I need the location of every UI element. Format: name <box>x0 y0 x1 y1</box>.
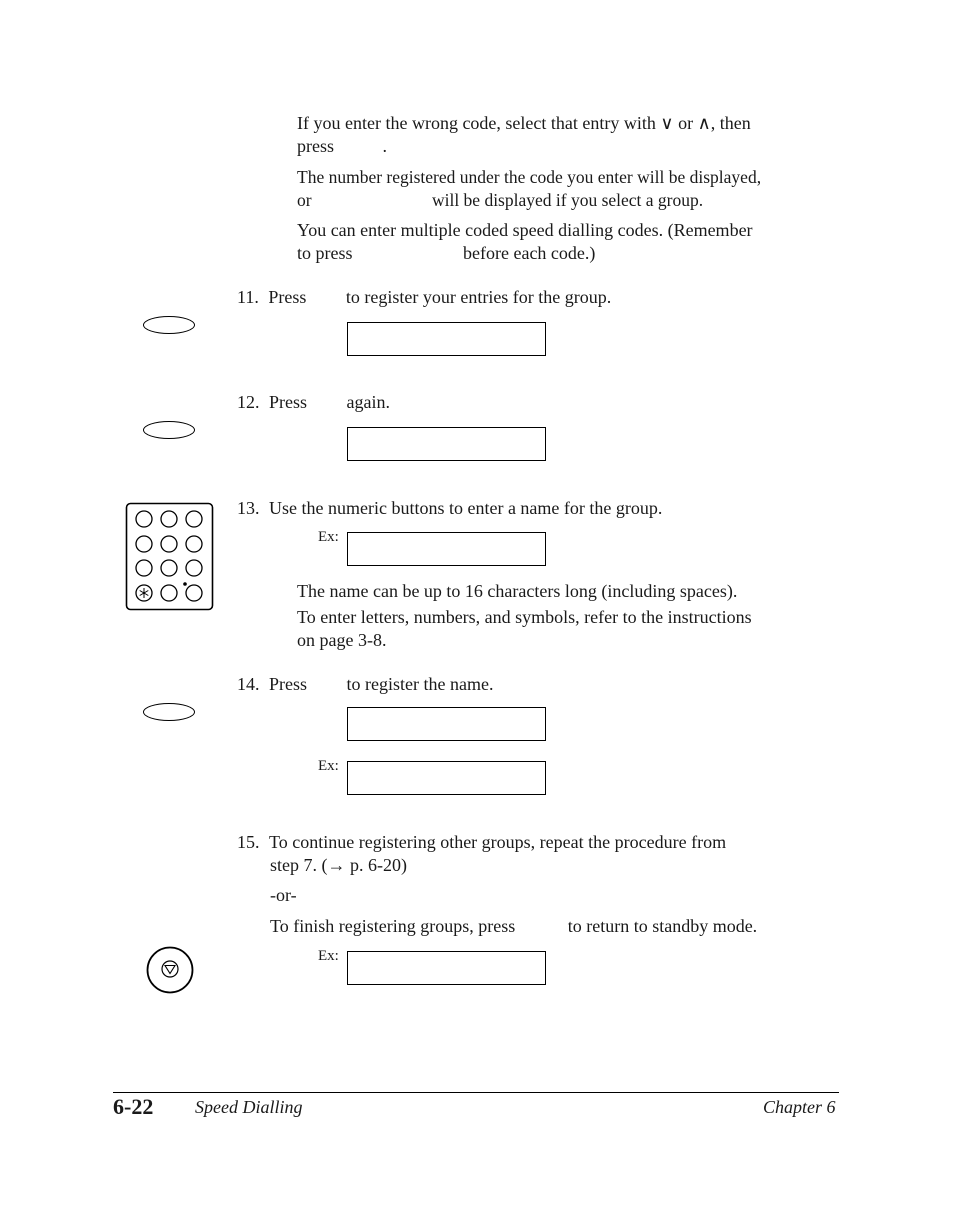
note-wrong-code-line1 <box>297 112 751 135</box>
note-text: or <box>297 190 312 210</box>
step-text: to register the name. <box>346 674 494 694</box>
step-13 <box>237 497 662 520</box>
page-number: 6-22 <box>113 1094 154 1119</box>
chapter-label: Chapter 6 <box>763 1097 836 1117</box>
note-wrong-code-line2 <box>297 135 387 158</box>
step-15-line2: step 7. (→ p. 6-20) <box>270 855 407 875</box>
lcd-display <box>347 532 546 566</box>
step-text: to return to standby mode. <box>567 916 758 936</box>
step-number: 13. <box>237 498 260 518</box>
note-text: will be displayed if you select a group. <box>431 190 704 210</box>
note-text: If you enter the wrong code, select that entry with <box>297 113 656 133</box>
step-15-or: -or- <box>270 885 297 905</box>
step-13-note-line2: on page 3-8. <box>297 630 387 650</box>
step-text: to register your entries for the group. <box>345 287 612 307</box>
note-text: to press <box>297 243 353 263</box>
step-text: Press <box>268 287 307 307</box>
step-number: 14. <box>237 674 260 694</box>
step-15 <box>237 831 726 854</box>
set-button-icon <box>143 316 195 334</box>
stop-button-icon <box>145 945 197 997</box>
set-button-icon <box>143 421 195 439</box>
step-13-note-length: The name can be up to 16 characters long (including spaces). <box>297 581 738 601</box>
step-text: Use the numeric buttons to enter a name for the group. <box>269 498 663 518</box>
step-number: 11. <box>237 287 259 307</box>
example-label: Ex: <box>318 758 339 774</box>
step-13-note-line1: To enter letters, numbers, and symbols, refer to the instructions <box>297 607 752 627</box>
step-12 <box>237 391 390 414</box>
step-text: To finish registering groups, press <box>270 916 516 936</box>
down-arrow-icon: ∨ <box>660 113 674 134</box>
note-text: before each code.) <box>463 243 596 263</box>
note-multiple-codes-line2 <box>297 242 595 265</box>
lcd-display <box>347 322 546 356</box>
footer-rule <box>113 1092 839 1093</box>
step-text: To continue registering other groups, repeat the procedure from <box>269 832 727 852</box>
note-number-displayed-line1: The number registered under the code you enter will be displayed, <box>297 167 762 187</box>
step-text: again. <box>346 392 390 412</box>
note-text: or <box>678 113 694 133</box>
example-label: Ex: <box>318 529 339 545</box>
up-arrow-icon: ∧ <box>697 113 711 134</box>
lcd-display <box>347 707 546 741</box>
note-text: , then <box>710 113 751 133</box>
lcd-display <box>347 951 546 985</box>
note-text: press <box>297 136 334 156</box>
step-number: 15. <box>237 832 260 852</box>
section-title: Speed Dialling <box>195 1097 303 1117</box>
lcd-display <box>347 761 546 795</box>
note-number-displayed-line2 <box>297 189 703 212</box>
set-button-icon <box>143 703 195 721</box>
step-number: 12. <box>237 392 260 412</box>
step-text: Press <box>269 674 308 694</box>
note-text: . <box>382 136 387 156</box>
step-15-line3 <box>270 915 757 938</box>
lcd-display <box>347 427 546 461</box>
step-14 <box>237 673 493 696</box>
note-multiple-codes-line1: You can enter multiple coded speed dialling codes. (Remember <box>297 220 753 240</box>
step-text: Press <box>269 392 308 412</box>
numeric-keypad-icon <box>125 502 215 612</box>
example-label: Ex: <box>318 948 339 964</box>
step-11 <box>237 286 611 309</box>
